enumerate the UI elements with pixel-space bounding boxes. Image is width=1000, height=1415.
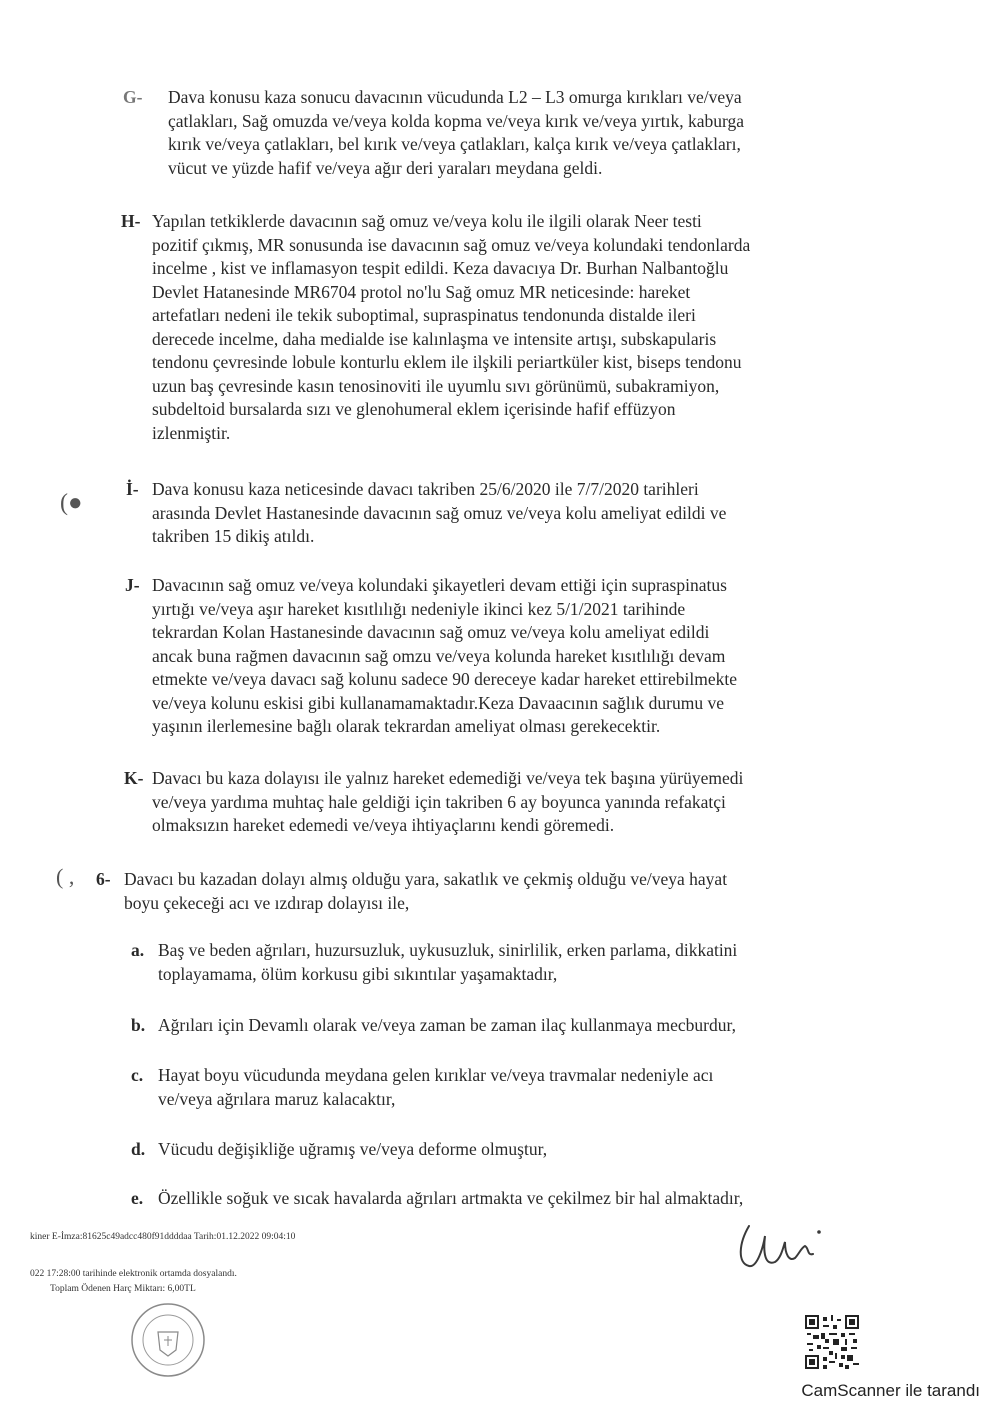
paragraph-line: derecede incelme, daha medialde ise kalınlaşma ve intensite artışı, subskapularis [152,328,717,349]
list-item-line: Baş ve beden ağrıları, huzursuzluk, uykusuzluk, sinirlilik, erken parlama, dikkatini [158,940,738,960]
paragraph-line: uzun baş çevresinde kasın tenosinoviti ile uyumlu sıvı görünümü, subakramiyon, [152,375,720,396]
paragraph-6-label: 6- [96,869,111,889]
paragraph-g-label: G- [123,87,143,107]
paragraph-line: incelme , kist ve inflamasyon tespit edildi. Keza davacıya Dr. Burhan Nalbantoğlu [152,258,729,278]
list-item-line: ve/veya ağrılara maruz kalacaktır, [158,1089,396,1109]
paragraph-h-label: H- [121,211,141,231]
signature-icon [735,1218,825,1273]
paragraph-line: vücut ve yüzde hafif ve/veya ağır deri yaraları meydana geldi. [168,157,603,178]
list-item-b [131,1013,868,1037]
camscanner-watermark: CamScanner ile tarandı [801,1381,980,1400]
paragraph-line: ancak buna rağmen davacının sağ omzu ve/veya kolunda hareket kısıtlılığı devam [152,645,726,666]
list-item-a [131,938,868,986]
list-item-c [131,1063,868,1111]
paragraph-line: tekrardan Kolan Hastanesinde davacının sağ omuz ve/veya kolu ameliyat edildi [152,622,710,642]
paragraph-line: tendonu çevresinde lobule konturlu eklem ile ilşkili periartküler kist, biseps tendonu [152,352,742,372]
list-item-label: a. [131,940,145,960]
paragraph-line: subdeltoid bursalarda sızı ve glenohumeral eklem içerisinde hafif effüzyon [152,399,676,419]
list-item-d [131,1137,868,1161]
paragraph-line: arasında Devlet Hastanesinde davacının sağ omuz ve/veya kolu ameliyat edildi ve [152,502,727,523]
paragraph-k [124,767,864,838]
paragraph-line: kırık ve/veya çatlakları, bel kırık ve/veya çatlakları, kalça kırık ve/veya çatlakları, [168,134,741,154]
paragraph-line: Davacı bu kaza dolayısı ile yalnız hareket edemediği ve/veya tek başına yürüyemedi [152,768,744,788]
list-item-line: toplayamama, ölüm korkusu gibi sıkıntılar yaşamaktadır, [158,964,558,984]
paragraph-6 [96,868,864,915]
paragraph-k-label: K- [124,768,144,788]
paragraph-line: Devlet Hatanesinde MR6704 protol no'lu Sağ omuz MR neticesinde: hareket [152,281,691,302]
paragraph-line: Yapılan tetkiklerde davacının sağ omuz ve/veya kolu ile ilgili olarak Neer testi [152,211,702,231]
paragraph-line: Davacının sağ omuz ve/veya kolundaki şikayetleri devam ettiği için supraspinatus [152,575,727,595]
qr-code-icon [805,1315,859,1369]
filed-line: 022 17:28:00 tarihinde elektronik ortamda dosyalandı. [30,1269,237,1279]
esign-line: kiner E-İmza:81625c49adcc480f91ddddaa Tarih:01.12.2022 09:04:10 [30,1232,296,1242]
paragraph-line: çatlakları, Sağ omuzda ve/veya kolda kopma ve/veya kırık ve/veya yırtık, kaburga [168,110,745,131]
paragraph-line: boyu çekeceği acı ve ızdırap dolayısı ile, [124,892,410,913]
margin-mark: ( , [56,864,75,889]
paragraph-line: pozitif çıkmış, MR sonusunda ise davacının sağ omuz ve/veya kolundaki tendonlarda [152,234,751,255]
list-item-line: Ağrıları için Devamlı olarak ve/veya zaman be zaman ilaç kullanmaya mecburdur, [158,1015,737,1035]
paragraph-line: etmekte ve/veya davacı sağ kolunu sadece 90 dereceye kadar hareket ettirebilmekte [152,669,737,689]
paragraph-i [126,478,864,549]
paragraph-line: artefatları nedeni ile tekik suboptimal, supraspinatus tendonunda distalde ileri [152,305,696,325]
paragraph-line: yırtığı ve/veya aşır hareket kısıtlılığı nedeniyle ikinci kez 5/1/2021 tarihinde [152,598,686,619]
paragraph-g [123,86,868,180]
list-item-line: Özellikle soğuk ve sıcak havalarda ağrıları artmakta ve çekilmez bir hal almaktadır, [158,1188,744,1208]
list-item-label: b. [131,1015,146,1035]
paragraph-j [125,574,864,739]
paragraph-line: ve/veya kolunu eskisi gibi kullanamamaktadır.Keza Davaacının sağlık durumu ve [152,692,724,713]
list-item-e [131,1186,868,1210]
paragraph-line: olmaksızın hareket edemedi ve/veya ihtiyaçlarını kendi göremedi. [152,815,615,835]
paragraph-line: Davacı bu kazadan dolayı almış olduğu yara, sakatlık ve çekmiş olduğu ve/veya hayat [124,869,728,889]
paragraph-line: takriben 15 dikiş atıldı. [152,526,315,546]
margin-mark: (● [60,490,83,516]
paragraph-line: Dava konusu kaza sonucu davacının vücudunda L2 – L3 omurga kırıkları ve/veya [168,87,742,107]
list-item-line: Vücudu değişikliğe uğramış ve/veya deforme olmuştur, [158,1139,548,1159]
official-seal-icon [128,1300,208,1380]
paragraph-line: yaşının ilerlemesine bağlı olarak tekrardan ameliyat olması gerekecektir. [152,716,661,736]
list-item-label: c. [131,1065,144,1085]
paragraph-line: Dava konusu kaza neticesinde davacı takriben 25/6/2020 ile 7/7/2020 tarihleri [152,479,699,499]
list-item-label: e. [131,1188,144,1208]
paragraph-j-label: J- [125,575,140,595]
paragraph-i-label: İ- [126,479,139,499]
paragraph-line: ve/veya yardıma muhtaç hale geldiği için takriben 6 ay boyunca yanında refakatçi [152,791,726,812]
list-item-label: d. [131,1139,146,1159]
paragraph-line: izlenmiştir. [152,422,231,443]
list-item-line: Hayat boyu vücudunda meydana gelen kırıklar ve/veya travmalar nedeniyle acı [158,1065,714,1085]
paragraph-h [121,210,864,445]
fee-line: Toplam Ödenen Harç Miktarı: 6,00TL [50,1284,196,1294]
